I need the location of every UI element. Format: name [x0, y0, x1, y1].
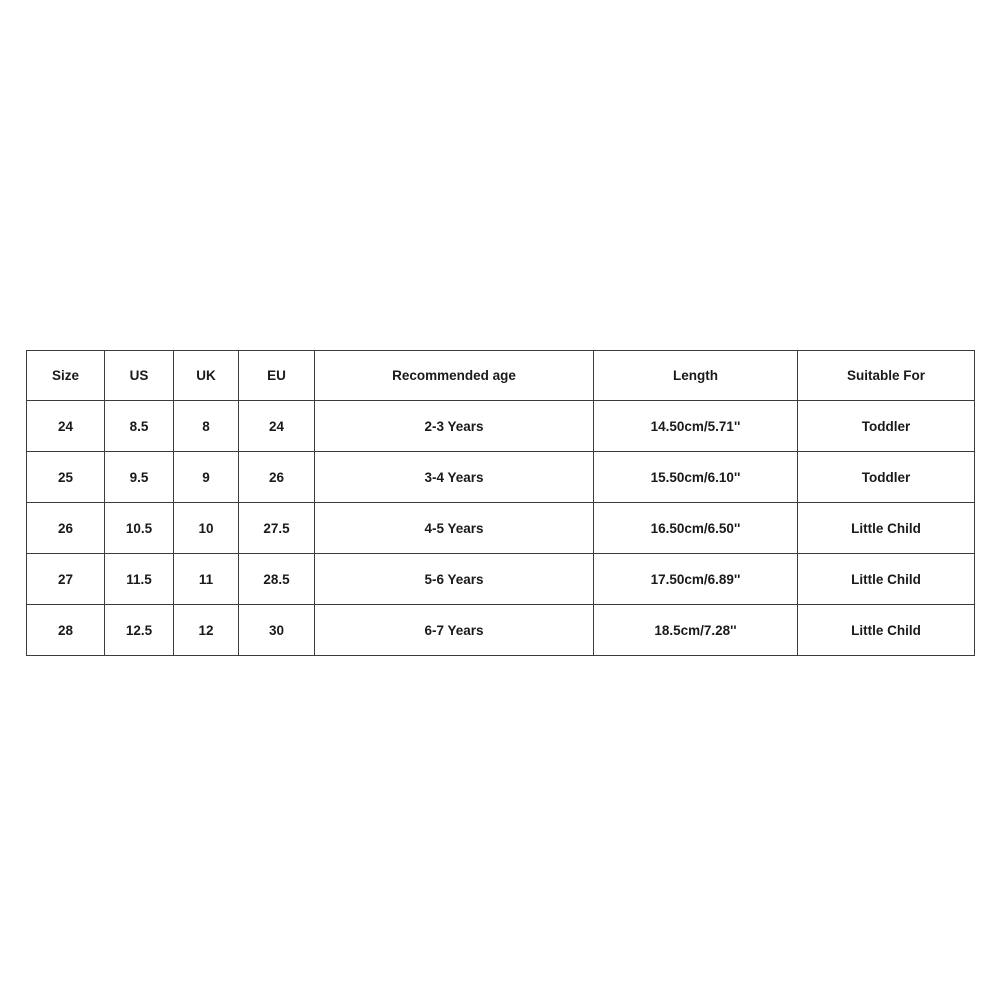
column-header-recommended-age: Recommended age: [315, 351, 594, 401]
column-header-us: US: [105, 351, 174, 401]
cell-eu: 28.5: [239, 554, 315, 605]
cell-uk: 11: [174, 554, 239, 605]
cell-recommended-age: 5-6 Years: [315, 554, 594, 605]
cell-eu: 27.5: [239, 503, 315, 554]
column-header-eu: EU: [239, 351, 315, 401]
cell-suitable-for: Toddler: [798, 452, 975, 503]
cell-uk: 12: [174, 605, 239, 656]
column-header-length: Length: [594, 351, 798, 401]
column-header-size: Size: [27, 351, 105, 401]
cell-us: 12.5: [105, 605, 174, 656]
cell-length: 17.50cm/6.89'': [594, 554, 798, 605]
cell-uk: 9: [174, 452, 239, 503]
cell-suitable-for: Little Child: [798, 503, 975, 554]
table-body: [27, 401, 975, 656]
table-row: [27, 452, 975, 503]
cell-length: 18.5cm/7.28'': [594, 605, 798, 656]
table-row: [27, 503, 975, 554]
size-chart-container: [26, 350, 974, 656]
cell-suitable-for: Little Child: [798, 554, 975, 605]
cell-recommended-age: 4-5 Years: [315, 503, 594, 554]
cell-size: 24: [27, 401, 105, 452]
cell-length: 14.50cm/5.71'': [594, 401, 798, 452]
cell-size: 25: [27, 452, 105, 503]
column-header-suitable-for: Suitable For: [798, 351, 975, 401]
cell-uk: 10: [174, 503, 239, 554]
cell-suitable-for: Little Child: [798, 605, 975, 656]
cell-recommended-age: 6-7 Years: [315, 605, 594, 656]
cell-recommended-age: 3-4 Years: [315, 452, 594, 503]
table-row: [27, 605, 975, 656]
column-header-uk: UK: [174, 351, 239, 401]
table-row: [27, 554, 975, 605]
cell-size: 28: [27, 605, 105, 656]
cell-uk: 8: [174, 401, 239, 452]
cell-us: 11.5: [105, 554, 174, 605]
cell-size: 27: [27, 554, 105, 605]
table-row: [27, 401, 975, 452]
cell-length: 16.50cm/6.50'': [594, 503, 798, 554]
cell-length: 15.50cm/6.10'': [594, 452, 798, 503]
cell-us: 9.5: [105, 452, 174, 503]
size-chart-table: [26, 350, 975, 656]
table-header-row: [27, 351, 975, 401]
cell-eu: 26: [239, 452, 315, 503]
cell-suitable-for: Toddler: [798, 401, 975, 452]
cell-eu: 30: [239, 605, 315, 656]
cell-recommended-age: 2-3 Years: [315, 401, 594, 452]
cell-us: 8.5: [105, 401, 174, 452]
cell-size: 26: [27, 503, 105, 554]
table-header: [27, 351, 975, 401]
cell-us: 10.5: [105, 503, 174, 554]
cell-eu: 24: [239, 401, 315, 452]
